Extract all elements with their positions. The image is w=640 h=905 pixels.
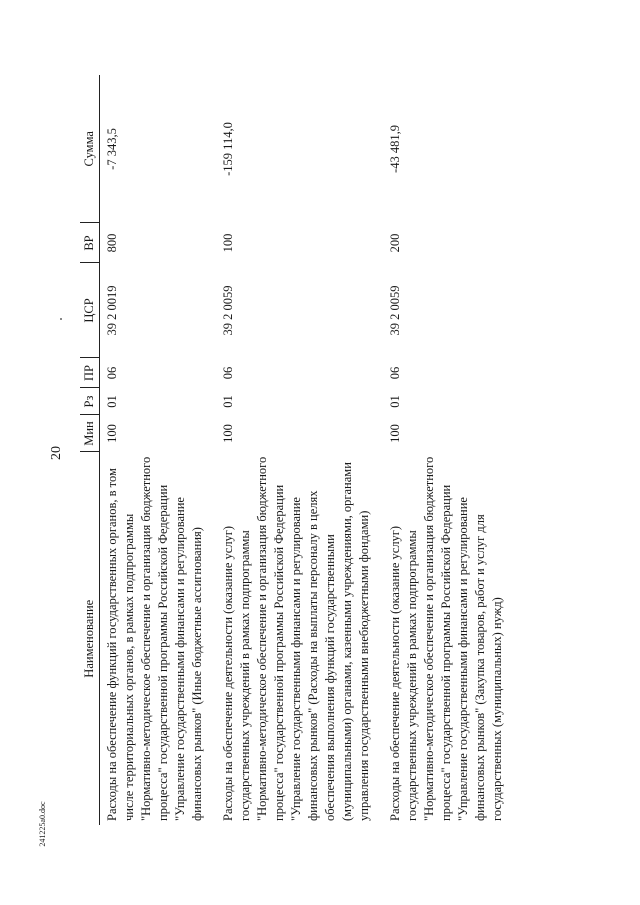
- row-rz: 01: [221, 395, 235, 408]
- row-sum: -159 114,0: [221, 122, 235, 176]
- row-vr: 800: [105, 233, 119, 253]
- row-min: 100: [105, 424, 119, 443]
- row-csr: 39 2 0059: [221, 285, 235, 336]
- row-name: Расходы на обеспечение деятельности (оказание услуг) государственных учреждений в рамках подпрограммы "Нормативно-методическое обеспечение и организация бюджетного процесса" государственной программы Российской Федерации "Управление государственными финансами и регулирование финансовых рынков" (Расходы на выплаты персоналу в целях обеспечения выполнения функций государственными (муниципальными) органами, казенными учреждениями, органами управления государственными внебюджетными фондами): [221, 456, 371, 821]
- row-min: 100: [221, 424, 235, 443]
- row-min: 100: [388, 424, 402, 443]
- row-pr: 06: [105, 366, 119, 380]
- row-rz: 01: [388, 395, 402, 408]
- document-id: 241225a0.doc: [38, 801, 47, 847]
- row-vr: 100: [221, 233, 235, 253]
- row-name: Расходы на обеспечение деятельности (оказание услуг) государственных учреждений в рамках подпрограммы "Нормативно-методическое обеспечение и организация бюджетного процесса" государственной программы Российской Федерации "Управление государственными финансами и регулирование финансовых рынков" (Закупка товаров, работ и услуг для государственных (муниципальных) нужд): [388, 456, 504, 821]
- budget-table: [80, 75, 516, 825]
- table-row: [383, 75, 516, 825]
- page-number: 20: [49, 446, 64, 460]
- header-min: Мин: [80, 415, 100, 452]
- row-rz: 01: [105, 395, 119, 408]
- header-vr: ВР: [80, 223, 100, 263]
- header-csr: ЦСР: [80, 263, 100, 358]
- row-vr: 200: [388, 233, 402, 253]
- header-name: Наименование: [80, 452, 100, 825]
- row-sum: -43 481,9: [388, 125, 402, 173]
- header-sum: Сумма: [80, 75, 100, 223]
- scan-dot: [60, 318, 62, 320]
- row-sum: -7 343,5: [105, 128, 119, 170]
- row-csr: 39 2 0019: [105, 285, 119, 336]
- row-pr: 06: [388, 366, 402, 380]
- header-rz: Рз: [80, 388, 100, 415]
- budget-table-region: [80, 75, 570, 825]
- table-row: [100, 75, 217, 825]
- table-row: [216, 75, 383, 825]
- row-pr: 06: [221, 366, 235, 380]
- header-pr: ПР: [80, 358, 100, 388]
- row-name: Расходы на обеспечение функций государственных органов, в том числе территориальных органов, в рамках подпрограммы "Нормативно-методическое обеспечение и организация бюджетного процесса" государственной программы Российской Федерации "Управление государственными финансами и регулирование финансовых рынков" (Иные бюджетные ассигнования): [105, 456, 204, 821]
- table-header-row: [80, 75, 100, 825]
- row-csr: 39 2 0059: [388, 285, 402, 336]
